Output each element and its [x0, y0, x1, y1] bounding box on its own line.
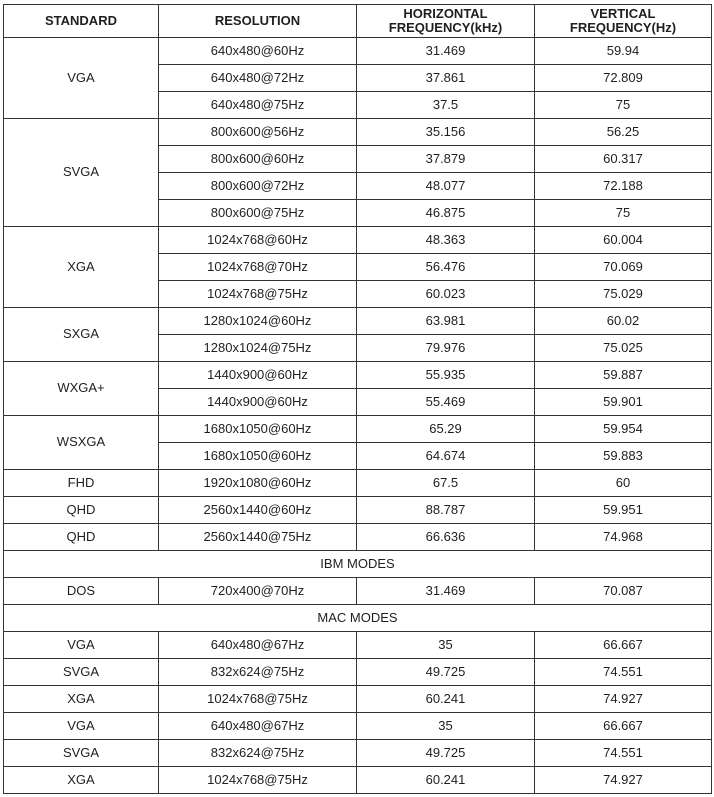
- resolution-cell: 800x600@56Hz: [159, 119, 357, 146]
- standard-cell: DOS: [4, 578, 159, 605]
- horizontal-frequency-cell: 31.469: [357, 578, 535, 605]
- table-row: [4, 227, 712, 254]
- table-row: [4, 686, 712, 713]
- vertical-frequency-cell: 75: [535, 200, 712, 227]
- header-standard: STANDARD: [4, 5, 159, 38]
- standard-cell: WXGA+: [4, 362, 159, 416]
- resolution-cell: 1680x1050@60Hz: [159, 443, 357, 470]
- horizontal-frequency-cell: 35.156: [357, 119, 535, 146]
- table-row: [4, 362, 712, 389]
- resolution-cell: 1920x1080@60Hz: [159, 470, 357, 497]
- standard-cell: VGA: [4, 632, 159, 659]
- section-title-row: [4, 551, 712, 578]
- resolution-cell: 2560x1440@60Hz: [159, 497, 357, 524]
- horizontal-frequency-cell: 65.29: [357, 416, 535, 443]
- vertical-frequency-cell: 59.954: [535, 416, 712, 443]
- resolution-cell: 2560x1440@75Hz: [159, 524, 357, 551]
- resolution-cell: 1024x768@60Hz: [159, 227, 357, 254]
- vertical-frequency-cell: 70.087: [535, 578, 712, 605]
- standard-cell: XGA: [4, 227, 159, 308]
- standard-cell: SVGA: [4, 119, 159, 227]
- timing-table: [3, 4, 712, 794]
- resolution-cell: 640x480@67Hz: [159, 713, 357, 740]
- vertical-frequency-cell: 59.883: [535, 443, 712, 470]
- horizontal-frequency-cell: 31.469: [357, 38, 535, 65]
- horizontal-frequency-cell: 48.077: [357, 173, 535, 200]
- vertical-frequency-cell: 60.004: [535, 227, 712, 254]
- horizontal-frequency-cell: 64.674: [357, 443, 535, 470]
- standard-cell: SVGA: [4, 740, 159, 767]
- horizontal-frequency-cell: 88.787: [357, 497, 535, 524]
- vertical-frequency-cell: 74.551: [535, 740, 712, 767]
- horizontal-frequency-cell: 66.636: [357, 524, 535, 551]
- horizontal-frequency-cell: 63.981: [357, 308, 535, 335]
- vertical-frequency-cell: 75.029: [535, 281, 712, 308]
- horizontal-frequency-cell: 46.875: [357, 200, 535, 227]
- horizontal-frequency-cell: 56.476: [357, 254, 535, 281]
- vertical-frequency-cell: 60.317: [535, 146, 712, 173]
- header-resolution: RESOLUTION: [159, 5, 357, 38]
- vertical-frequency-cell: 59.951: [535, 497, 712, 524]
- resolution-cell: 832x624@75Hz: [159, 659, 357, 686]
- horizontal-frequency-cell: 60.023: [357, 281, 535, 308]
- horizontal-frequency-cell: 35: [357, 713, 535, 740]
- header-row: [4, 5, 712, 38]
- standard-cell: SVGA: [4, 659, 159, 686]
- vertical-frequency-cell: 60: [535, 470, 712, 497]
- vertical-frequency-cell: 74.927: [535, 767, 712, 794]
- table-row: [4, 740, 712, 767]
- vertical-frequency-cell: 66.667: [535, 713, 712, 740]
- standard-cell: QHD: [4, 524, 159, 551]
- mac-modes-title: MAC MODES: [4, 605, 712, 632]
- resolution-cell: 1024x768@70Hz: [159, 254, 357, 281]
- vertical-frequency-cell: 70.069: [535, 254, 712, 281]
- header-vertical-frequency: [535, 5, 712, 38]
- vertical-frequency-cell: 74.927: [535, 686, 712, 713]
- table-row: [4, 578, 712, 605]
- table-body: [4, 38, 712, 794]
- vertical-frequency-cell: 60.02: [535, 308, 712, 335]
- table-row: [4, 470, 712, 497]
- resolution-cell: 800x600@75Hz: [159, 200, 357, 227]
- standard-cell: XGA: [4, 767, 159, 794]
- vertical-frequency-cell: 66.667: [535, 632, 712, 659]
- table-row: [4, 38, 712, 65]
- header-vertical-line1: VERTICAL: [590, 5, 656, 21]
- header-horizontal-line1: HORIZONTAL: [403, 5, 488, 21]
- vertical-frequency-cell: 74.968: [535, 524, 712, 551]
- horizontal-frequency-cell: 37.879: [357, 146, 535, 173]
- standard-cell: WSXGA: [4, 416, 159, 470]
- resolution-cell: 832x624@75Hz: [159, 740, 357, 767]
- resolution-cell: 1024x768@75Hz: [159, 686, 357, 713]
- standard-cell: SXGA: [4, 308, 159, 362]
- resolution-cell: 1024x768@75Hz: [159, 281, 357, 308]
- horizontal-frequency-cell: 55.469: [357, 389, 535, 416]
- table-row: [4, 767, 712, 794]
- resolution-cell: 640x480@67Hz: [159, 632, 357, 659]
- table-row: [4, 524, 712, 551]
- table-header: [4, 5, 712, 38]
- horizontal-frequency-cell: 49.725: [357, 740, 535, 767]
- resolution-cell: 640x480@72Hz: [159, 65, 357, 92]
- resolution-cell: 1440x900@60Hz: [159, 362, 357, 389]
- horizontal-frequency-cell: 55.935: [357, 362, 535, 389]
- vertical-frequency-cell: 59.887: [535, 362, 712, 389]
- table-row: [4, 713, 712, 740]
- resolution-cell: 720x400@70Hz: [159, 578, 357, 605]
- table-row: [4, 632, 712, 659]
- horizontal-frequency-cell: 79.976: [357, 335, 535, 362]
- header-horizontal-line2: FREQUENCY(kHz): [388, 20, 503, 35]
- table-row: [4, 119, 712, 146]
- standard-cell: QHD: [4, 497, 159, 524]
- vertical-frequency-cell: 72.188: [535, 173, 712, 200]
- header-vertical-line2: FREQUENCY(Hz): [569, 20, 677, 35]
- resolution-cell: 1280x1024@75Hz: [159, 335, 357, 362]
- resolution-cell: 800x600@60Hz: [159, 146, 357, 173]
- horizontal-frequency-cell: 67.5: [357, 470, 535, 497]
- resolution-cell: 1680x1050@60Hz: [159, 416, 357, 443]
- horizontal-frequency-cell: 60.241: [357, 767, 535, 794]
- horizontal-frequency-cell: 49.725: [357, 659, 535, 686]
- standard-cell: VGA: [4, 713, 159, 740]
- horizontal-frequency-cell: 60.241: [357, 686, 535, 713]
- standard-cell: XGA: [4, 686, 159, 713]
- table-row: [4, 308, 712, 335]
- table-row: [4, 497, 712, 524]
- standard-cell: VGA: [4, 38, 159, 119]
- vertical-frequency-cell: 59.901: [535, 389, 712, 416]
- resolution-cell: 1280x1024@60Hz: [159, 308, 357, 335]
- resolution-cell: 1440x900@60Hz: [159, 389, 357, 416]
- header-horizontal-frequency: [357, 5, 535, 38]
- resolution-cell: 640x480@60Hz: [159, 38, 357, 65]
- table-row: [4, 659, 712, 686]
- vertical-frequency-cell: 75: [535, 92, 712, 119]
- ibm-modes-title: IBM MODES: [4, 551, 712, 578]
- horizontal-frequency-cell: 48.363: [357, 227, 535, 254]
- resolution-cell: 800x600@72Hz: [159, 173, 357, 200]
- table-row: [4, 416, 712, 443]
- vertical-frequency-cell: 56.25: [535, 119, 712, 146]
- horizontal-frequency-cell: 37.5: [357, 92, 535, 119]
- horizontal-frequency-cell: 37.861: [357, 65, 535, 92]
- vertical-frequency-cell: 59.94: [535, 38, 712, 65]
- standard-cell: FHD: [4, 470, 159, 497]
- resolution-cell: 640x480@75Hz: [159, 92, 357, 119]
- section-title-row: [4, 605, 712, 632]
- vertical-frequency-cell: 74.551: [535, 659, 712, 686]
- vertical-frequency-cell: 72.809: [535, 65, 712, 92]
- horizontal-frequency-cell: 35: [357, 632, 535, 659]
- resolution-cell: 1024x768@75Hz: [159, 767, 357, 794]
- vertical-frequency-cell: 75.025: [535, 335, 712, 362]
